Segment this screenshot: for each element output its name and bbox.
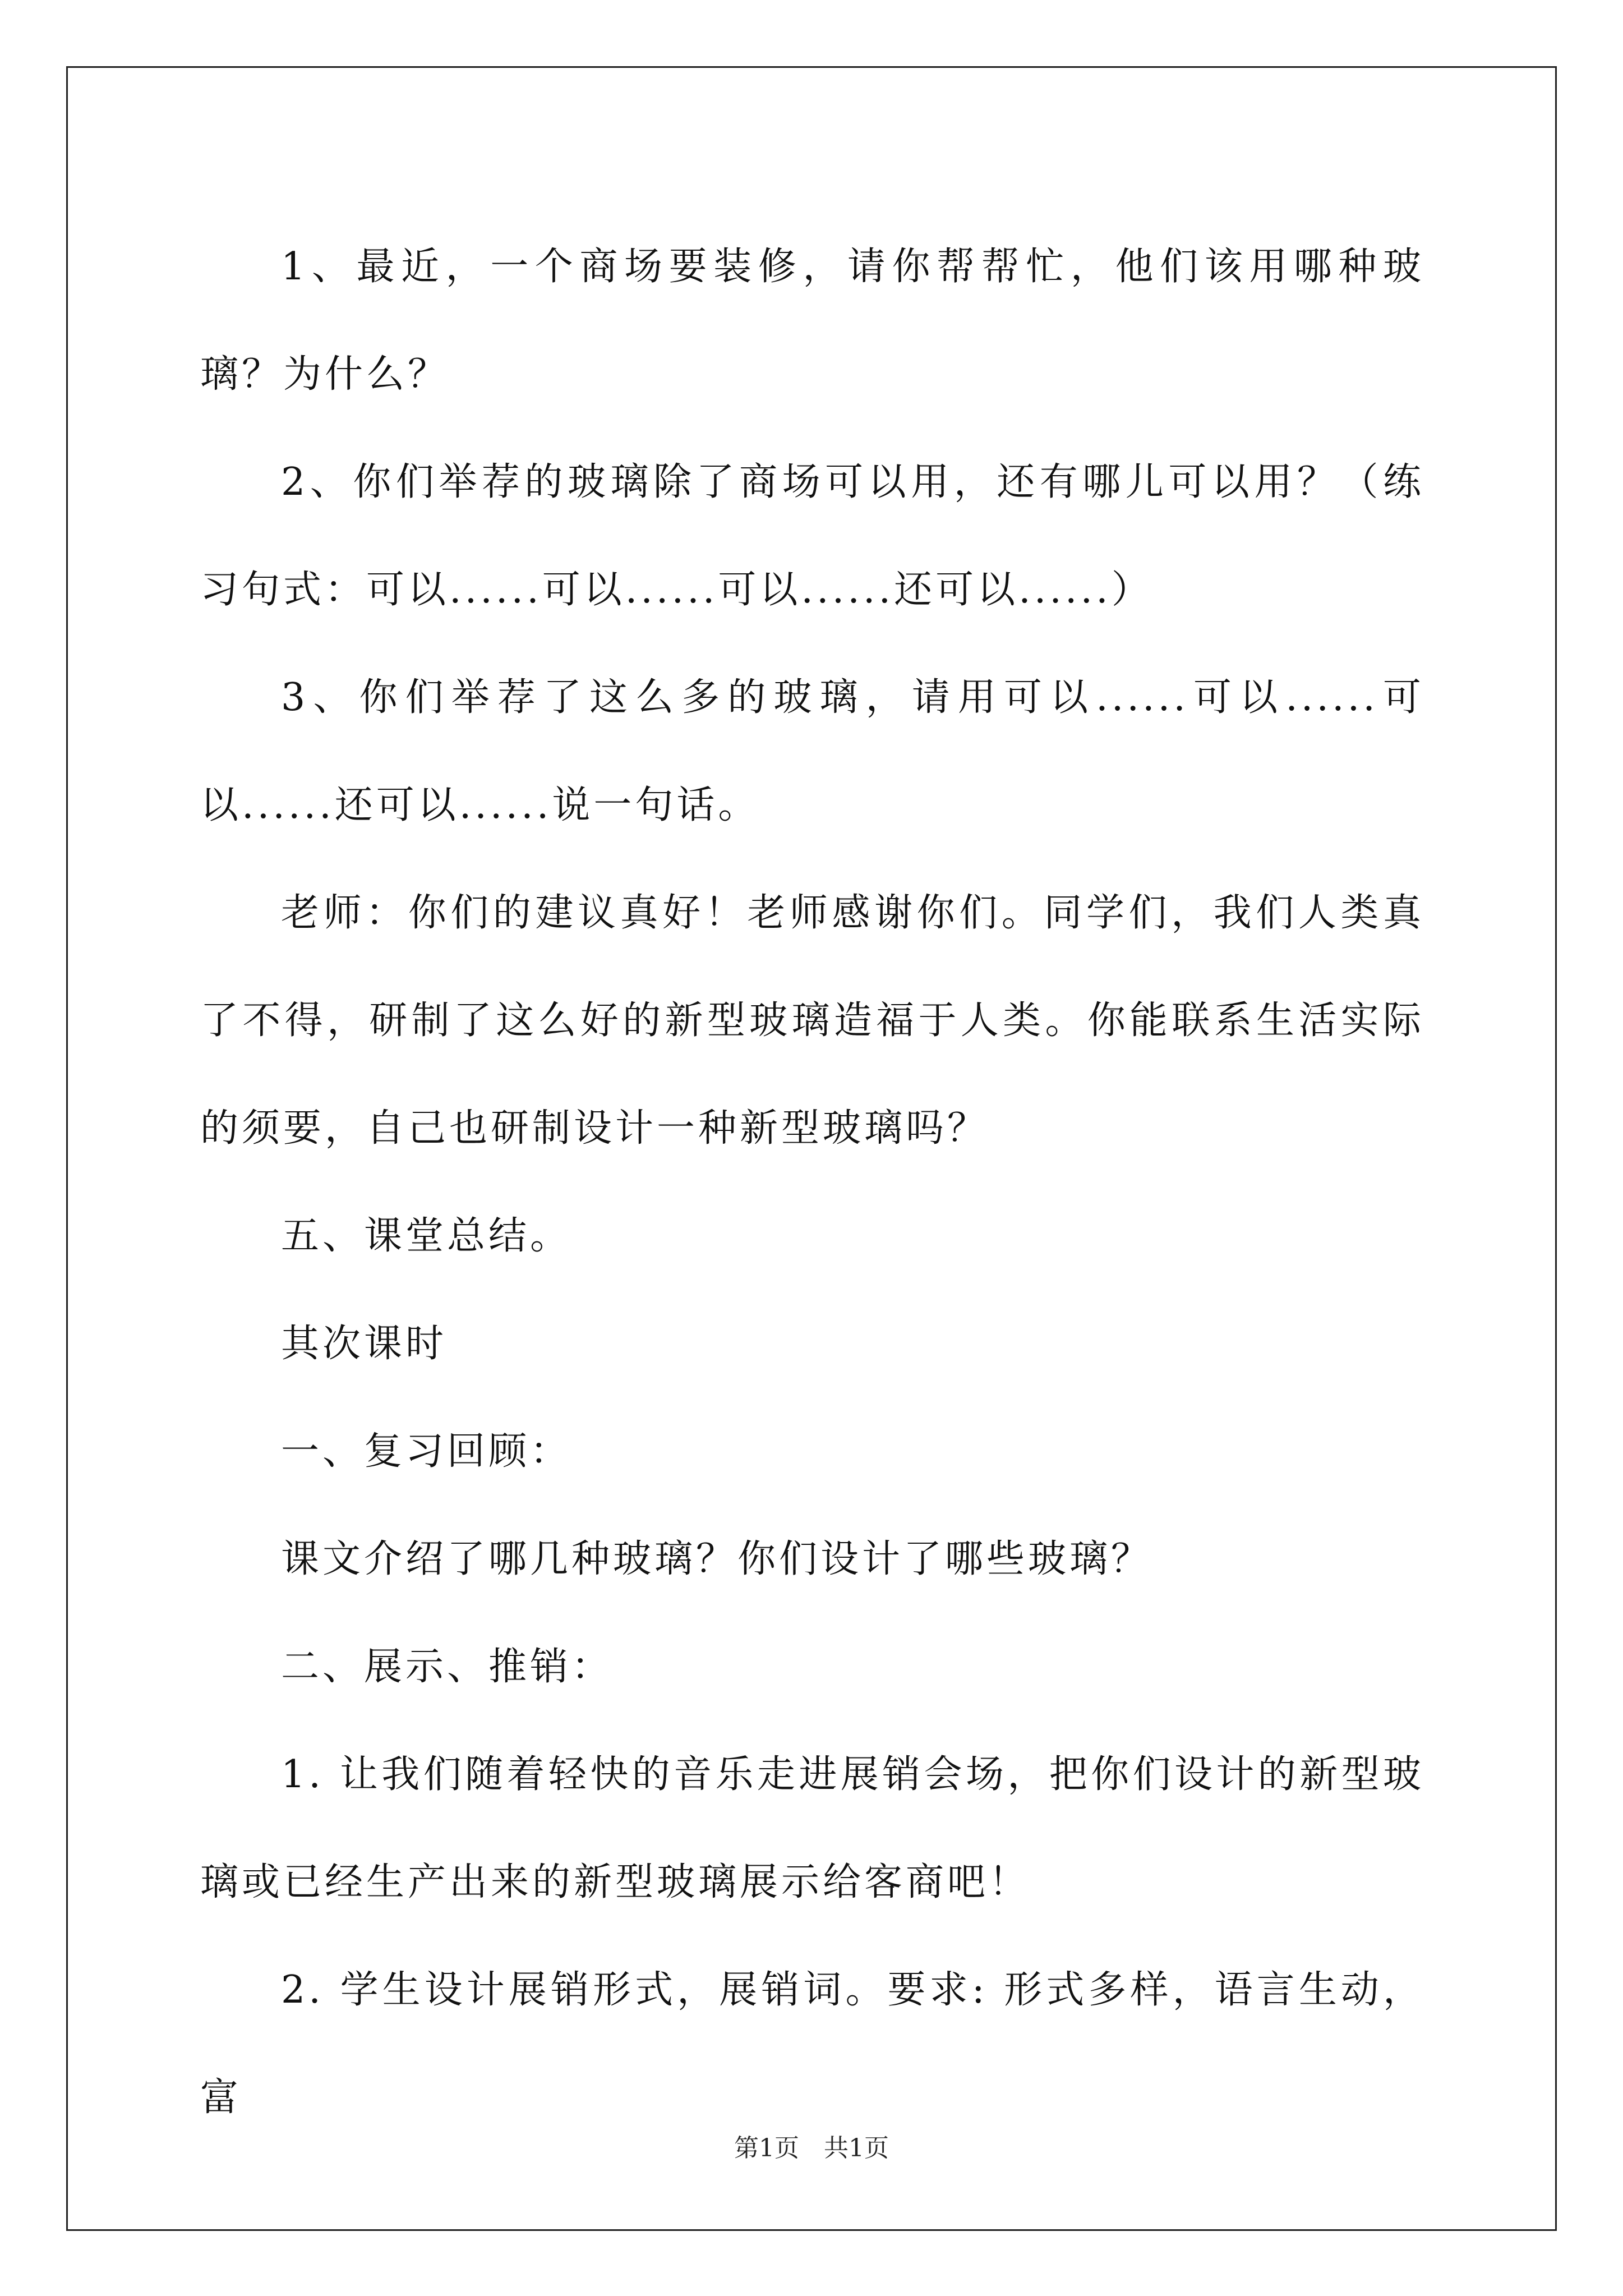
paragraph-9: 二、展示、推销： [281,1645,614,1689]
paragraph-2: 2、你们举荐的玻璃除了商场可以用，还有哪儿可以用？（练习句式：可以......可以......可以......还可以......） [200,460,1424,612]
paragraph-5: 五、课堂总结。 [281,1214,572,1258]
paragraph-8: 课文介绍了哪几种玻璃？你们设计了哪些玻璃？ [281,1537,1153,1581]
paragraph-3: 3、你们举荐了这么多的玻璃，请用可以......可以......可以......还可以......说一句话。 [200,675,1424,827]
paragraph-4: 老师：你们的建议真好！老师感谢你们。同学们，我们人类真了不得，研制了这么好的新型玻璃造福于人类。你能联系生活实际的须要，自己也研制设计一种新型玻璃吗？ [200,891,1424,1151]
page-footer: 第1页 共1页 [734,2134,889,2162]
paragraph-11: 2. 学生设计展销形式，展销词。要求: 形式多样，语言生动，富 [200,1968,1424,2120]
paragraph-7: 一、复习回顾： [281,1429,572,1474]
paragraph-1: 1、最近，一个商场要装修，请你帮帮忙，他们该用哪种玻璃？为什么？ [200,245,1424,397]
paragraph-10: 1. 让我们随着轻快的音乐走进展销会场，把你们设计的新型玻璃或已经生产出来的新型玻璃展示给客商吧！ [200,1752,1424,1904]
paragraph-6: 其次课时 [281,1322,448,1366]
document-body [200,213,1424,2152]
